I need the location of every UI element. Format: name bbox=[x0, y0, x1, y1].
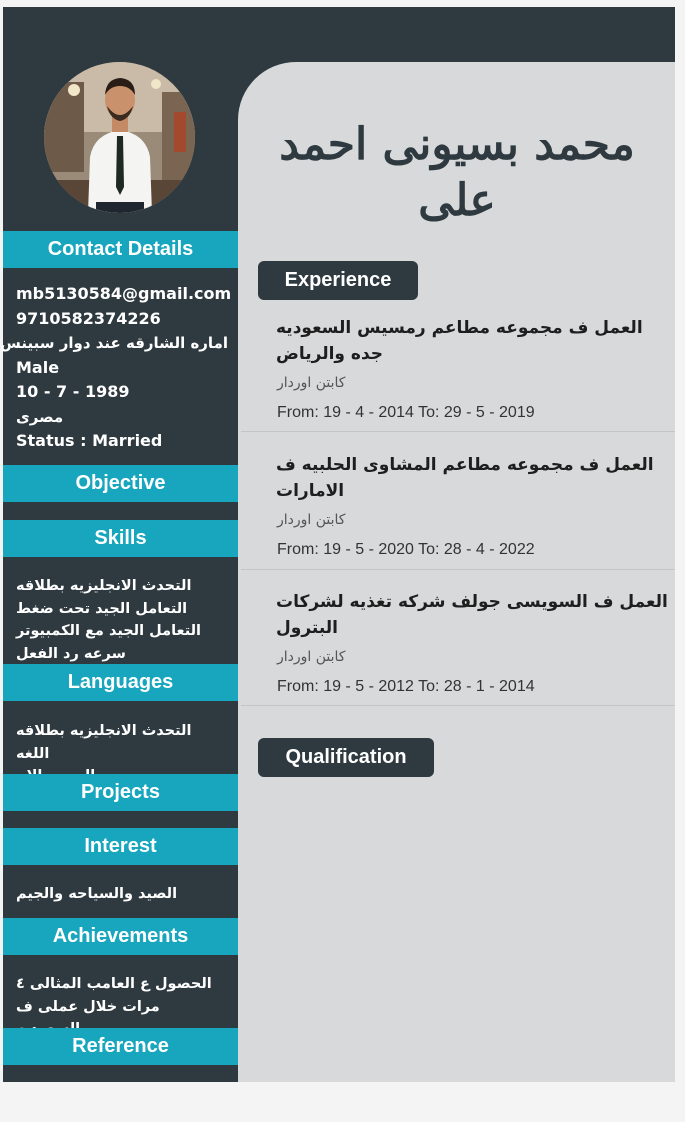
section-interest: Interest bbox=[3, 828, 238, 865]
achievement-item: الحصول ع العامب المثالى ٤ bbox=[16, 976, 212, 992]
experience-role: كابتن اوردار bbox=[277, 375, 346, 391]
contact-details bbox=[0, 282, 232, 454]
name-line-1: محمد بسيونى احمد bbox=[279, 119, 635, 170]
section-languages: Languages bbox=[3, 664, 238, 701]
experience-title: العمل ف مجموعه مطاعم رمسيس السعوديه جده والرياض bbox=[276, 318, 643, 364]
language-item: التحدث الانجليزيه بطلاقه اللغه bbox=[16, 723, 192, 762]
experience-role: كابتن اوردار bbox=[277, 512, 346, 528]
experience-dates: From: 19 - 5 - 2020 To: 28 - 4 - 2022 bbox=[277, 541, 535, 558]
skill-item: التعامل الجيد تحت ضغط bbox=[16, 600, 188, 617]
profile-photo bbox=[44, 62, 195, 213]
sidebar bbox=[0, 7, 238, 1082]
section-reference: Reference bbox=[3, 1028, 238, 1065]
contact-phone: 9710582374226 bbox=[16, 308, 161, 328]
skill-item: سرعه رد الفعل bbox=[16, 645, 126, 662]
contact-nationality: مصرى bbox=[16, 407, 64, 426]
section-objective: Objective bbox=[3, 465, 238, 502]
skill-item: التحدث الانجليزيه بطلاقه bbox=[16, 578, 192, 594]
divider bbox=[241, 569, 675, 570]
section-projects: Projects bbox=[3, 774, 238, 811]
name-line-2: على bbox=[418, 175, 496, 226]
experience-dates: From: 19 - 5 - 2012 To: 28 - 1 - 2014 bbox=[277, 678, 535, 695]
contact-email: mb5130584@gmail.com bbox=[16, 284, 232, 303]
contact-status: Status : Married bbox=[16, 431, 163, 450]
experience-heading: Experience bbox=[258, 261, 418, 300]
person-name bbox=[243, 117, 671, 229]
contact-gender: Male bbox=[16, 357, 60, 377]
interest-text: الصيد والسياحه والجيم bbox=[16, 886, 178, 902]
achievement-item: مرات خلال عملى ف bbox=[16, 998, 160, 1015]
experience-title: العمل ف مجموعه مطاعم المشاوى الحلبيه ف الامارات bbox=[276, 455, 654, 501]
contact-dob: 10 - 7 - 1989 bbox=[16, 382, 130, 401]
skill-item: التعامل الجيد مع الكمبيوتر bbox=[16, 623, 202, 639]
skills-list bbox=[16, 575, 228, 665]
section-skills: Skills bbox=[3, 520, 238, 557]
experience-title: العمل ف السويسى جولف شركه تغذيه لشركات البترول bbox=[276, 592, 668, 638]
resume-page bbox=[0, 7, 675, 1082]
section-achievements: Achievements bbox=[3, 918, 238, 955]
contact-address: اماره الشارقه عند دوار سبينس bbox=[0, 334, 228, 352]
divider bbox=[241, 431, 675, 432]
divider bbox=[241, 705, 675, 706]
experience-dates: From: 19 - 4 - 2014 To: 29 - 5 - 2019 bbox=[277, 404, 535, 421]
qualification-heading: Qualification bbox=[258, 738, 434, 777]
section-contact-details: Contact Details bbox=[3, 231, 238, 268]
experience-role: كابتن اوردار bbox=[277, 649, 346, 665]
avatar bbox=[44, 62, 195, 213]
